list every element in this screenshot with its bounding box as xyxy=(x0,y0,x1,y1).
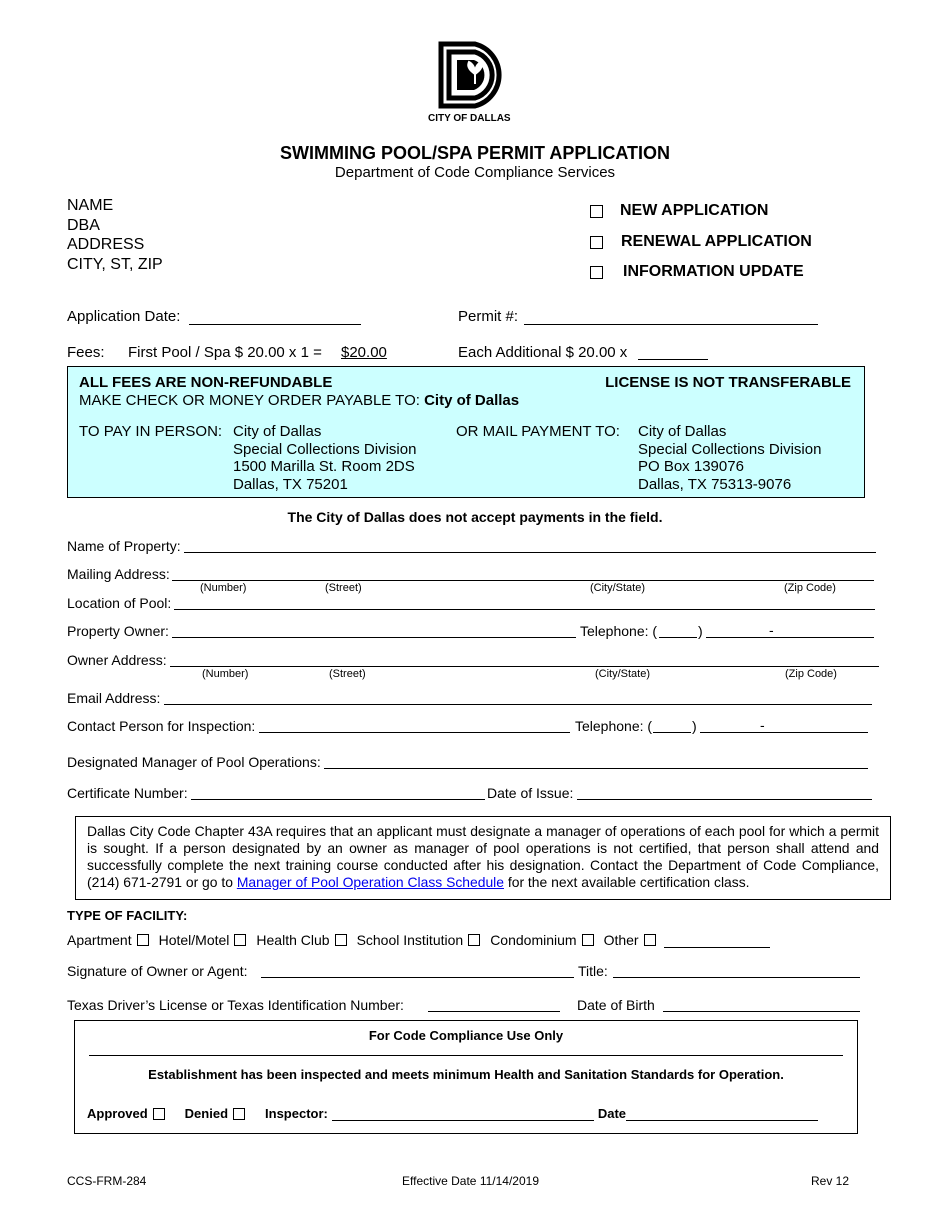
license-field[interactable] xyxy=(428,1011,560,1012)
title-field[interactable] xyxy=(613,977,860,978)
payable-name: City of Dallas xyxy=(424,392,520,409)
payable-to xyxy=(79,392,519,409)
contact-phone-field[interactable] xyxy=(700,732,868,733)
contact-person-label: Contact Person for Inspection: xyxy=(67,718,256,734)
hint-city-state: (City/State) xyxy=(590,582,646,594)
date-of-issue-label: Date of Issue: xyxy=(487,785,574,801)
renewal-application-label: RENEWAL APPLICATION xyxy=(621,233,812,250)
page-title: SWIMMING POOL/SPA PERMIT APPLICATION xyxy=(280,143,670,163)
email-address-field[interactable] xyxy=(164,704,872,705)
certificate-number-label: Certificate Number: xyxy=(67,785,188,801)
address-line: City of Dallas xyxy=(233,423,322,440)
facility-hotel-label: Hotel/Motel xyxy=(158,932,230,948)
first-pool-fee: First Pool / Spa $ 20.00 x 1 = xyxy=(128,344,322,361)
information-update-label: INFORMATION UPDATE xyxy=(623,263,804,280)
designated-manager-label: Designated Manager of Pool Operations: xyxy=(67,754,321,770)
location-of-pool-field[interactable] xyxy=(174,609,875,610)
hint-number: (Number) xyxy=(202,668,249,680)
field-payment-notice: The City of Dallas does not accept payments in the field. xyxy=(287,509,663,525)
address-line: 1500 Marilla St. Room 2DS xyxy=(233,458,415,475)
effective-date: Effective Date 11/14/2019 xyxy=(402,1174,539,1188)
address-label: ADDRESS xyxy=(67,236,145,253)
email-address-label: Email Address: xyxy=(67,690,161,706)
license-label: Texas Driver’s License or Texas Identification Number: xyxy=(67,997,404,1013)
first-pool-amount: $20.00 xyxy=(341,344,387,361)
dob-field[interactable] xyxy=(663,1011,860,1012)
hint-zip: (Zip Code) xyxy=(784,582,836,594)
telephone-label: Telephone: xyxy=(575,718,644,734)
additional-fee: Each Additional $ 20.00 x xyxy=(458,344,628,361)
approved-checkbox[interactable] xyxy=(153,1108,165,1120)
owner-area-code-field[interactable] xyxy=(659,637,697,638)
information-update-checkbox[interactable] xyxy=(590,266,603,279)
permit-number-field[interactable] xyxy=(524,324,818,325)
mailing-address-field[interactable] xyxy=(172,580,874,581)
notice-text: Dallas City Code Chapter 43A requires that an applicant must designate a manager of operations of each pool for which a permit is sought. If a person designated by an owner as manager of pool operations is not certified, that person shall attend and successfully complete the next training course conducted after his designation. Contact the Department of Code Compliance, (214) 671-2791 or go to xyxy=(87,823,879,890)
manager-requirement-notice xyxy=(75,816,891,900)
revision: Rev 12 xyxy=(811,1174,850,1188)
name-of-property-field[interactable] xyxy=(184,552,876,553)
denied-checkbox[interactable] xyxy=(233,1108,245,1120)
class-schedule-link[interactable]: Manager of Pool Operation Class Schedule xyxy=(236,874,504,890)
dob-label: Date of Birth xyxy=(577,997,655,1013)
other-facility-field[interactable] xyxy=(664,933,770,948)
applicant-labels xyxy=(67,196,163,274)
payable-prefix: MAKE CHECK OR MONEY ORDER PAYABLE TO: xyxy=(79,392,420,409)
health-club-checkbox[interactable] xyxy=(335,934,347,946)
facility-other-label: Other xyxy=(603,932,639,948)
hint-city-state: (City/State) xyxy=(595,668,651,680)
property-owner-field[interactable] xyxy=(172,637,576,638)
condominium-checkbox[interactable] xyxy=(582,934,594,946)
notice-text-after: for the next available certification class. xyxy=(507,874,750,890)
mail-payment-label: OR MAIL PAYMENT TO: xyxy=(456,423,620,440)
hint-number: (Number) xyxy=(200,582,247,594)
in-person-label: TO PAY IN PERSON: xyxy=(79,423,223,440)
hint-zip: (Zip Code) xyxy=(785,668,837,680)
inspection-statement: Establishment has been inspected and meets minimum Health and Sanitation Standards for Operation. xyxy=(148,1067,784,1082)
page-subtitle: Department of Code Compliance Services xyxy=(334,164,616,181)
location-of-pool-label: Location of Pool: xyxy=(67,595,172,611)
additional-count-field[interactable] xyxy=(638,359,708,360)
office-use-box xyxy=(74,1020,858,1134)
mail-address xyxy=(638,423,821,493)
contact-area-code-field[interactable] xyxy=(653,732,691,733)
date-field[interactable] xyxy=(626,1107,818,1121)
facility-health-club-label: Health Club xyxy=(256,932,330,948)
signature-label: Signature of Owner or Agent: xyxy=(67,963,248,979)
city-of-dallas-logo xyxy=(437,40,513,110)
contact-telephone xyxy=(575,718,652,734)
in-person-address xyxy=(233,423,416,493)
address-line: Special Collections Division xyxy=(233,440,417,458)
hotel-motel-checkbox[interactable] xyxy=(234,934,246,946)
owner-address-field[interactable] xyxy=(170,666,879,667)
address-line: Special Collections Division xyxy=(638,440,822,458)
non-refundable-notice: ALL FEES ARE NON-REFUNDABLE xyxy=(79,374,333,391)
approval-row xyxy=(87,1106,818,1121)
facility-type-label: TYPE OF FACILITY: xyxy=(67,908,188,923)
logo-caption: CITY OF DALLAS xyxy=(428,113,511,124)
certificate-number-field[interactable] xyxy=(191,799,485,800)
title-label: Title: xyxy=(578,963,608,979)
facility-apartment-label: Apartment xyxy=(67,932,132,948)
hint-street: (Street) xyxy=(325,582,362,594)
owner-address-label: Owner Address: xyxy=(67,652,167,668)
office-use-title: For Code Compliance Use Only xyxy=(368,1028,564,1043)
mailing-address-label: Mailing Address: xyxy=(67,566,170,582)
phone-dash: - xyxy=(769,622,774,638)
name-of-property-label: Name of Property: xyxy=(67,538,181,554)
renewal-application-checkbox[interactable] xyxy=(590,236,603,249)
new-application-label: NEW APPLICATION xyxy=(620,202,769,219)
name-label: NAME xyxy=(67,197,114,214)
facility-school-label: School Institution xyxy=(356,932,464,948)
inspector-label: Inspector: xyxy=(265,1106,328,1121)
phone-open: ( xyxy=(652,623,658,639)
signature-field[interactable] xyxy=(261,977,574,978)
not-transferable-notice: LICENSE IS NOT TRANSFERABLE xyxy=(605,374,851,391)
property-owner-label: Property Owner: xyxy=(67,623,169,639)
other-checkbox[interactable] xyxy=(644,934,656,946)
application-date-field[interactable] xyxy=(189,324,361,325)
owner-phone-field[interactable] xyxy=(706,637,874,638)
hint-street: (Street) xyxy=(329,668,366,680)
address-line: PO Box 139076 xyxy=(638,458,744,475)
denied-label: Denied xyxy=(184,1106,229,1121)
payment-info-box xyxy=(67,366,865,498)
fees-label: Fees: xyxy=(67,344,105,361)
approved-label: Approved xyxy=(87,1106,148,1121)
contact-person-field[interactable] xyxy=(259,732,570,733)
city-st-zip-label: CITY, ST, ZIP xyxy=(67,255,163,273)
date-of-issue-field[interactable] xyxy=(577,799,872,800)
phone-close: ) xyxy=(698,623,703,639)
new-application-checkbox[interactable] xyxy=(590,205,603,218)
school-institution-checkbox[interactable] xyxy=(468,934,480,946)
phone-open: ( xyxy=(647,718,653,734)
address-line: City of Dallas xyxy=(638,423,727,440)
application-date-label: Application Date: xyxy=(67,308,181,325)
facility-options xyxy=(67,932,770,948)
designated-manager-field[interactable] xyxy=(324,768,868,769)
office-use-divider xyxy=(89,1055,843,1056)
phone-dash: - xyxy=(760,717,765,733)
date-label: Date xyxy=(597,1106,627,1121)
address-line: Dallas, TX 75313-9076 xyxy=(638,475,792,493)
permit-number-label: Permit #: xyxy=(458,308,519,325)
phone-close: ) xyxy=(692,718,697,734)
inspector-field[interactable] xyxy=(332,1107,594,1121)
form-number: CCS-FRM-284 xyxy=(67,1174,147,1188)
address-line: Dallas, TX 75201 xyxy=(233,475,348,493)
dba-label: DBA xyxy=(67,216,100,234)
owner-telephone xyxy=(580,623,657,639)
telephone-label: Telephone: xyxy=(580,623,649,639)
facility-condominium-label: Condominium xyxy=(490,932,577,948)
apartment-checkbox[interactable] xyxy=(137,934,149,946)
